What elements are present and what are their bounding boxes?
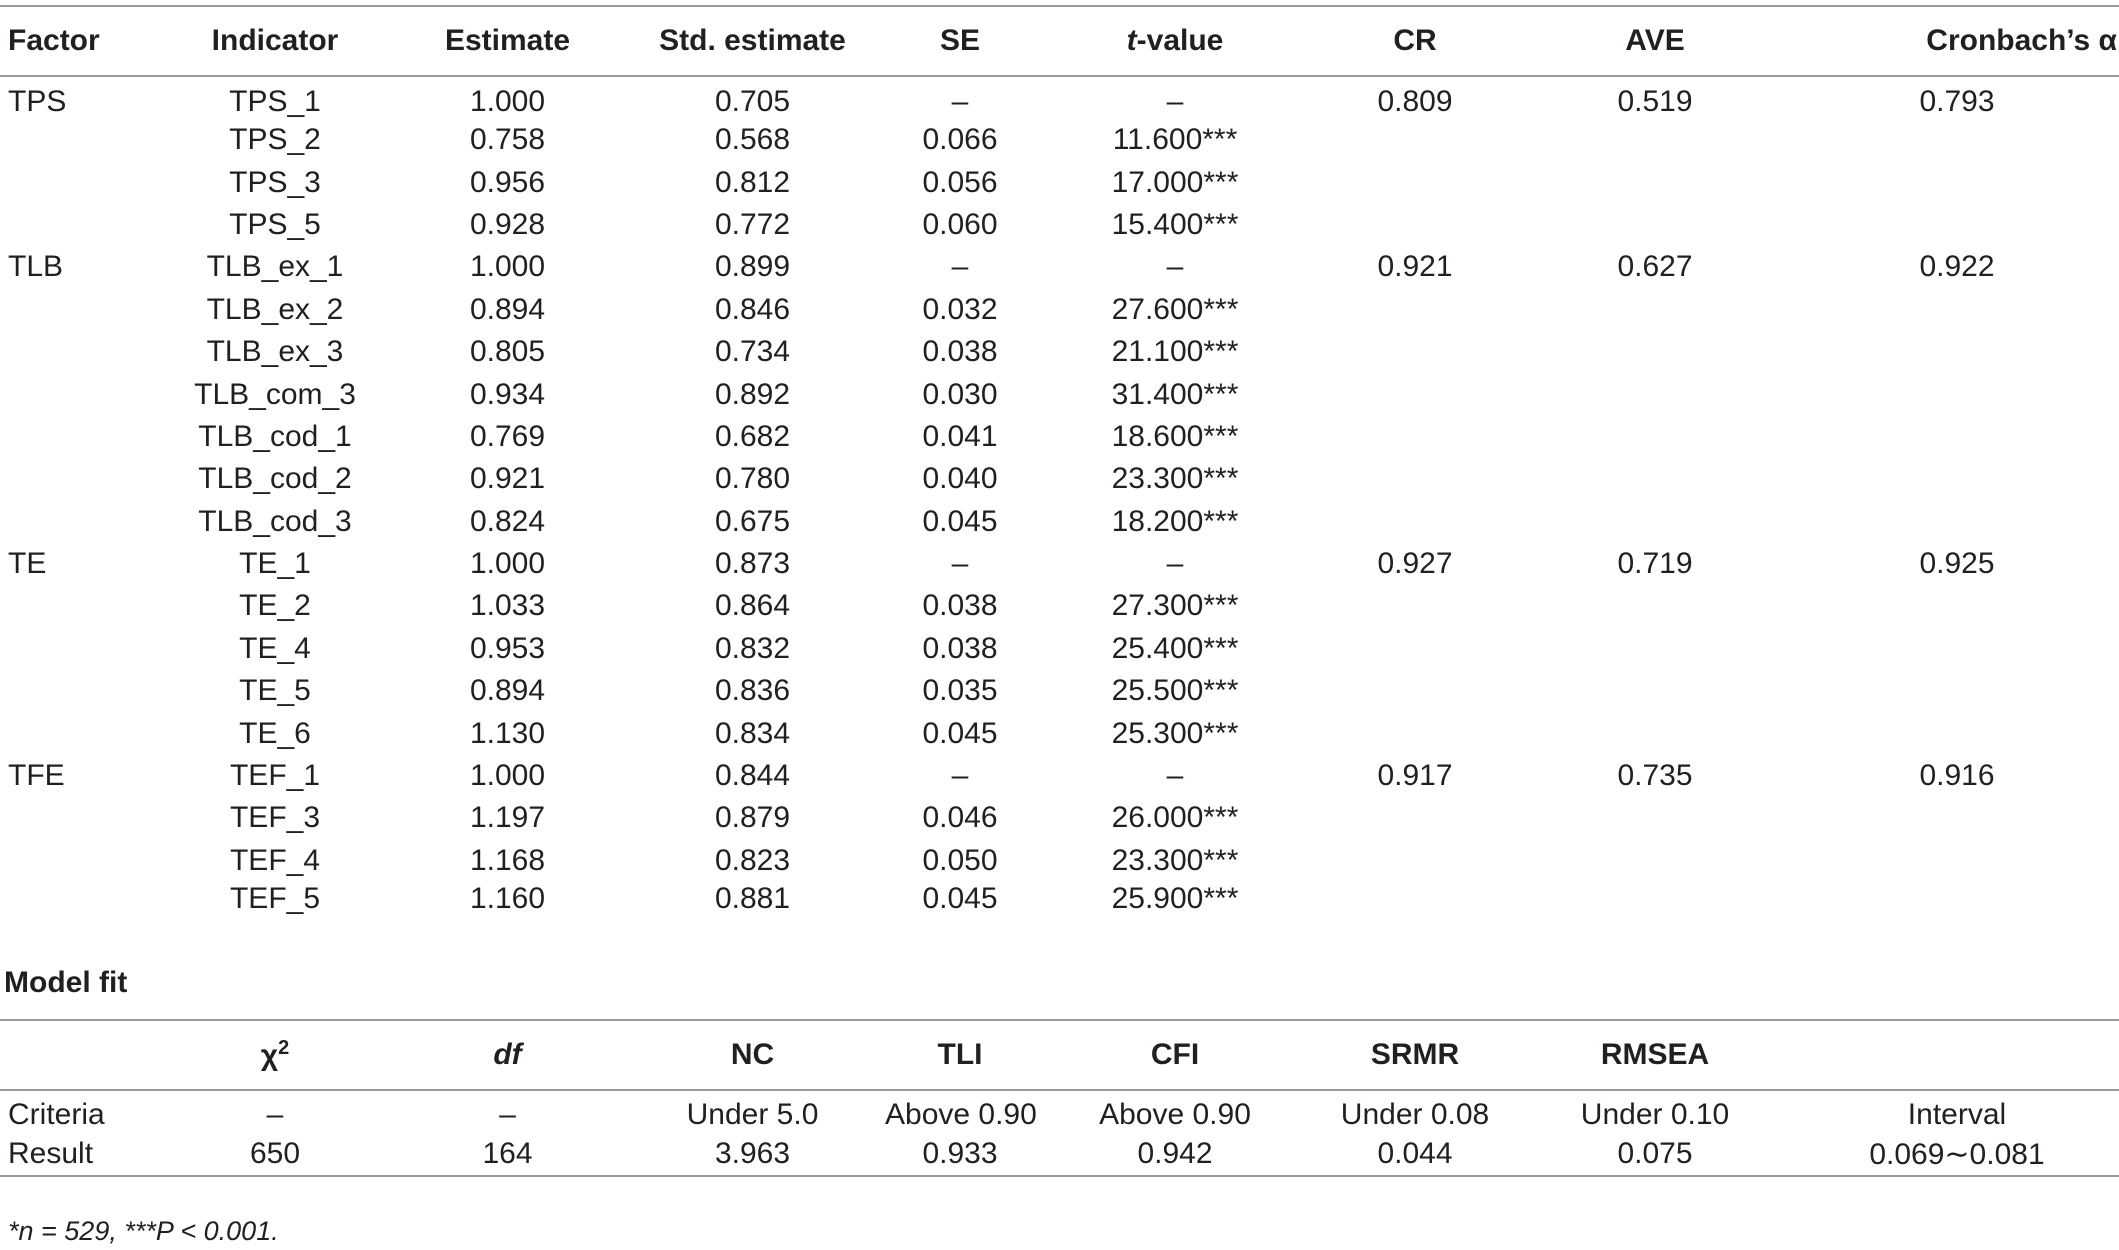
cell-se: 0.035 <box>922 674 998 708</box>
cell-std-estimate: 0.881 <box>714 882 791 916</box>
cell-ave <box>1515 119 1795 161</box>
cell-factor <box>0 161 155 203</box>
fit-cell-df: – <box>499 1098 516 1131</box>
table-row <box>0 204 2119 246</box>
cell-estimate: 0.934 <box>469 377 546 411</box>
cell-se: 0.045 <box>922 504 998 538</box>
cell-t-value: 25.400*** <box>1111 631 1239 665</box>
cell-factor: TLB <box>8 250 64 284</box>
cell-cr <box>1315 882 1515 924</box>
cell-ave <box>1515 458 1795 500</box>
cell-cr <box>1315 670 1515 712</box>
cell-cronbach: 0.925 <box>1919 547 1995 581</box>
header-cronbach: Cronbach’s α <box>1795 6 2119 76</box>
cell-indicator: TPS_3 <box>229 165 321 199</box>
fit-header-empty <box>0 1020 155 1090</box>
cell-t-value: 17.000*** <box>1111 165 1239 199</box>
cell-ave: 0.719 <box>1617 547 1693 581</box>
model-fit-row <box>0 1090 2119 1133</box>
fit-header-empty-end <box>1795 1020 2119 1090</box>
cell-std-estimate: 0.873 <box>714 547 791 581</box>
cell-std-estimate: 0.675 <box>714 504 791 538</box>
cell-indicator: TPS_1 <box>229 85 321 118</box>
table-row <box>0 712 2119 754</box>
cell-se: 0.038 <box>922 335 998 369</box>
fit-cell-tli: 0.933 <box>922 1137 998 1170</box>
table-row <box>0 585 2119 627</box>
model-fit-body <box>0 1090 2119 1176</box>
cell-std-estimate: 0.864 <box>714 589 791 623</box>
cell-ave <box>1515 161 1795 203</box>
header-se: SE <box>885 6 1035 76</box>
fit-cell-srmr: Under 0.08 <box>1340 1098 1490 1131</box>
cell-ave <box>1515 882 1795 924</box>
cell-ave: 0.735 <box>1617 759 1693 793</box>
cell-t-value: 25.500*** <box>1111 674 1239 708</box>
cell-std-estimate: 0.823 <box>714 843 791 877</box>
table-row <box>0 501 2119 543</box>
header-factor: Factor <box>0 6 155 76</box>
cell-se: 0.050 <box>922 843 998 877</box>
cell-factor <box>0 670 155 712</box>
cell-cronbach <box>1795 204 2119 246</box>
model-fit-header-row <box>0 1020 2119 1090</box>
cell-indicator: TPS_2 <box>229 123 321 157</box>
cell-factor <box>0 628 155 670</box>
cell-estimate: 0.953 <box>469 631 546 665</box>
cell-std-estimate: 0.834 <box>714 716 791 750</box>
cell-std-estimate: 0.892 <box>714 377 791 411</box>
cell-std-estimate: 0.812 <box>714 165 791 199</box>
cell-cr <box>1315 289 1515 331</box>
cell-ave <box>1515 670 1795 712</box>
table-row <box>0 543 2119 585</box>
cell-se: – <box>951 759 969 793</box>
table-row <box>0 119 2119 161</box>
cell-cr <box>1315 458 1515 500</box>
table-row <box>0 882 2119 924</box>
cell-factor: TPS <box>8 85 67 118</box>
cell-estimate: 1.000 <box>469 759 546 793</box>
cell-t-value: – <box>1166 759 1184 793</box>
cell-estimate: 0.894 <box>469 674 546 708</box>
fit-header-chi-square <box>155 1020 395 1090</box>
cell-indicator: TE_5 <box>239 674 311 708</box>
cell-se: – <box>951 85 969 118</box>
fit-header-df: df <box>395 1020 620 1090</box>
cell-std-estimate: 0.705 <box>714 85 791 118</box>
cell-t-value: 18.200*** <box>1111 504 1239 538</box>
cell-t-value: 27.600*** <box>1111 292 1239 326</box>
cell-ave <box>1515 501 1795 543</box>
table-row <box>0 416 2119 458</box>
cell-std-estimate: 0.682 <box>714 419 791 453</box>
cell-cronbach <box>1795 797 2119 839</box>
cell-ave <box>1515 712 1795 754</box>
cell-ave <box>1515 840 1795 882</box>
header-cr: CR <box>1315 6 1515 76</box>
table-row <box>0 755 2119 797</box>
cell-t-value: 23.300*** <box>1111 462 1239 496</box>
table-footnote: *n = 529, ***P < 0.001. <box>8 1216 279 1246</box>
cell-estimate: 1.000 <box>469 85 546 118</box>
cell-indicator: TE_4 <box>239 631 311 665</box>
cell-factor <box>0 585 155 627</box>
cell-t-value: 15.400*** <box>1111 207 1239 241</box>
cell-estimate: 0.769 <box>469 419 546 453</box>
table-row <box>0 289 2119 331</box>
cell-se: 0.045 <box>922 882 998 916</box>
cell-ave <box>1515 797 1795 839</box>
fit-cell-rmsea: Under 0.10 <box>1580 1098 1730 1131</box>
fit-header-nc: NC <box>620 1020 885 1090</box>
fit-cell-chi-square: – <box>266 1098 284 1131</box>
header-estimate: Estimate <box>395 6 620 76</box>
cell-estimate: 0.894 <box>469 292 546 326</box>
cell-cr <box>1315 585 1515 627</box>
cell-indicator: TEF_3 <box>229 801 321 835</box>
cell-t-value: 27.300*** <box>1111 589 1239 623</box>
cell-t-value: 25.300*** <box>1111 716 1239 750</box>
fit-cell-rmsea: 0.075 <box>1617 1137 1693 1170</box>
cell-cronbach <box>1795 712 2119 754</box>
header-t-value <box>1035 6 1315 76</box>
cell-cr <box>1315 501 1515 543</box>
cell-t-value: 31.400*** <box>1111 377 1239 411</box>
cell-estimate: 0.758 <box>469 123 546 157</box>
cell-t-value: 11.600*** <box>1112 123 1238 157</box>
cell-cronbach <box>1795 373 2119 415</box>
cell-factor <box>0 882 155 924</box>
table-row <box>0 76 2119 119</box>
cell-ave <box>1515 331 1795 373</box>
cell-se: 0.041 <box>922 419 998 453</box>
table-row <box>0 331 2119 373</box>
fit-cell-chi-square: 650 <box>249 1137 301 1170</box>
table-header-row <box>0 6 2119 76</box>
cell-cronbach <box>1795 882 2119 924</box>
cell-se: – <box>951 547 969 581</box>
cell-std-estimate: 0.780 <box>714 462 791 496</box>
cell-cronbach <box>1795 161 2119 203</box>
cell-indicator: TEF_1 <box>229 759 321 793</box>
cell-se: 0.056 <box>922 165 998 199</box>
cell-cr <box>1315 628 1515 670</box>
cell-ave <box>1515 204 1795 246</box>
cell-estimate: 1.000 <box>469 547 546 581</box>
cell-std-estimate: 0.899 <box>714 250 791 284</box>
fit-cell-df: 164 <box>482 1137 533 1170</box>
cell-cr <box>1315 416 1515 458</box>
cell-cr <box>1315 204 1515 246</box>
cell-cronbach: 0.793 <box>1919 85 1995 118</box>
cell-ave <box>1515 585 1795 627</box>
cell-factor <box>0 289 155 331</box>
cell-cronbach <box>1795 670 2119 712</box>
fit-header-cfi: CFI <box>1035 1020 1315 1090</box>
cell-indicator: TLB_cod_1 <box>198 419 352 453</box>
cell-cronbach <box>1795 119 2119 161</box>
fit-cell-nc: 3.963 <box>714 1137 791 1170</box>
fit-header-tli: TLI <box>885 1020 1035 1090</box>
cell-ave <box>1515 416 1795 458</box>
table-row <box>0 458 2119 500</box>
fit-cell-cfi: Above 0.90 <box>1099 1098 1251 1131</box>
header-ave: AVE <box>1515 6 1795 76</box>
cell-cr <box>1315 797 1515 839</box>
cell-cr <box>1315 161 1515 203</box>
header-t-value-italic: t <box>1126 24 1137 57</box>
cell-ave <box>1515 289 1795 331</box>
cell-factor: TE <box>8 547 47 581</box>
fit-header-chi-base: χ <box>260 1039 279 1072</box>
cell-t-value: 25.900*** <box>1111 882 1239 916</box>
cell-cronbach <box>1795 840 2119 882</box>
table-row <box>0 246 2119 288</box>
cell-indicator: TE_6 <box>239 716 311 750</box>
cell-indicator: TLB_com_3 <box>194 377 356 411</box>
cell-se: 0.032 <box>922 292 998 326</box>
cell-cronbach: 0.922 <box>1919 250 1995 284</box>
cell-estimate: 0.956 <box>469 165 546 199</box>
cell-factor <box>0 373 155 415</box>
cell-indicator: TLB_ex_2 <box>206 292 344 326</box>
cell-cronbach <box>1795 585 2119 627</box>
header-t-value-rest: -value <box>1136 24 1224 57</box>
cell-ave <box>1515 373 1795 415</box>
cell-cronbach: 0.916 <box>1919 759 1995 793</box>
cell-factor <box>0 204 155 246</box>
cell-se: 0.046 <box>922 801 998 835</box>
cell-factor: TFE <box>8 759 65 793</box>
cell-estimate: 1.197 <box>469 801 546 835</box>
cell-cronbach <box>1795 458 2119 500</box>
fit-cell-interval: 0.069∼0.081 <box>1869 1137 2045 1171</box>
table-row <box>0 373 2119 415</box>
fit-cell-tli: Above 0.90 <box>885 1098 1037 1131</box>
cell-cr <box>1315 840 1515 882</box>
cell-estimate: 1.000 <box>469 250 546 284</box>
cell-factor <box>0 416 155 458</box>
cell-t-value: – <box>1166 250 1184 284</box>
cell-cr: 0.809 <box>1377 85 1453 118</box>
fit-cell-cfi: 0.942 <box>1137 1137 1213 1170</box>
cell-factor <box>0 840 155 882</box>
cell-se: 0.060 <box>922 207 998 241</box>
cell-std-estimate: 0.844 <box>714 759 791 793</box>
model-fit-table <box>0 1019 2119 1177</box>
table-row <box>0 670 2119 712</box>
table-row <box>0 161 2119 203</box>
cell-estimate: 0.921 <box>469 462 546 496</box>
cell-cr <box>1315 119 1515 161</box>
fit-cell-label: Criteria <box>8 1098 105 1131</box>
cell-cronbach <box>1795 416 2119 458</box>
cell-std-estimate: 0.879 <box>714 801 791 835</box>
cell-se: – <box>951 250 969 284</box>
factor-loadings-table <box>0 5 2119 924</box>
cell-se: 0.030 <box>922 377 998 411</box>
cell-std-estimate: 0.734 <box>714 335 791 369</box>
table-row <box>0 797 2119 839</box>
header-std-estimate: Std. estimate <box>620 6 885 76</box>
cell-se: 0.040 <box>922 462 998 496</box>
cell-factor <box>0 331 155 373</box>
cell-factor <box>0 797 155 839</box>
cell-std-estimate: 0.846 <box>714 292 791 326</box>
cell-t-value: 18.600*** <box>1111 419 1239 453</box>
cell-std-estimate: 0.832 <box>714 631 791 665</box>
cell-indicator: TE_2 <box>239 589 311 623</box>
cell-cr: 0.917 <box>1377 759 1453 793</box>
cell-cronbach <box>1795 501 2119 543</box>
cell-std-estimate: 0.568 <box>714 123 791 157</box>
cell-cr: 0.927 <box>1377 547 1453 581</box>
cell-factor <box>0 458 155 500</box>
cell-indicator: TLB_cod_2 <box>198 462 352 496</box>
cell-estimate: 0.805 <box>469 335 546 369</box>
cell-se: 0.038 <box>922 589 998 623</box>
cell-ave: 0.627 <box>1617 250 1693 284</box>
cell-t-value: 26.000*** <box>1111 801 1239 835</box>
cell-cr: 0.921 <box>1377 250 1453 284</box>
cell-se: 0.038 <box>922 631 998 665</box>
cell-cronbach <box>1795 331 2119 373</box>
fit-header-rmsea: RMSEA <box>1515 1020 1795 1090</box>
cell-estimate: 1.160 <box>469 882 546 916</box>
fit-header-srmr: SRMR <box>1315 1020 1515 1090</box>
fit-header-chi-sup: 2 <box>278 1037 290 1059</box>
cell-estimate: 0.824 <box>469 504 546 538</box>
cell-ave <box>1515 628 1795 670</box>
cell-indicator: TLB_cod_3 <box>198 504 352 538</box>
cell-indicator: TPS_5 <box>229 207 321 241</box>
cell-indicator: TLB_ex_1 <box>206 250 344 284</box>
table-row <box>0 628 2119 670</box>
cell-t-value: – <box>1166 547 1184 581</box>
table-row <box>0 840 2119 882</box>
cell-factor <box>0 712 155 754</box>
cell-indicator: TEF_5 <box>229 882 321 916</box>
cell-factor <box>0 501 155 543</box>
cell-estimate: 1.130 <box>469 716 546 750</box>
model-fit-row <box>0 1133 2119 1176</box>
cell-estimate: 1.033 <box>469 589 546 623</box>
cell-estimate: 1.168 <box>469 843 546 877</box>
cell-estimate: 0.928 <box>469 207 546 241</box>
cell-cr <box>1315 331 1515 373</box>
cell-factor <box>0 119 155 161</box>
cell-cr <box>1315 712 1515 754</box>
cell-indicator: TE_1 <box>239 547 311 581</box>
table-body <box>0 76 2119 924</box>
cell-std-estimate: 0.836 <box>714 674 791 708</box>
cell-indicator: TEF_4 <box>229 843 321 877</box>
cell-cronbach <box>1795 628 2119 670</box>
fit-cell-interval: Interval <box>1907 1098 2007 1131</box>
fit-cell-srmr: 0.044 <box>1377 1137 1453 1170</box>
cell-t-value: 23.300*** <box>1111 843 1239 877</box>
cell-t-value: – <box>1166 85 1184 118</box>
cell-cronbach <box>1795 289 2119 331</box>
cell-indicator: TLB_ex_3 <box>206 335 344 369</box>
header-indicator: Indicator <box>155 6 395 76</box>
cell-std-estimate: 0.772 <box>714 207 791 241</box>
model-fit-title: Model fit <box>4 966 128 999</box>
cell-t-value: 21.100*** <box>1111 335 1239 369</box>
cell-se: 0.045 <box>922 716 998 750</box>
fit-cell-label: Result <box>8 1137 94 1170</box>
cell-cr <box>1315 373 1515 415</box>
cell-se: 0.066 <box>922 123 998 157</box>
cell-ave: 0.519 <box>1617 85 1693 118</box>
fit-cell-nc: Under 5.0 <box>686 1098 819 1131</box>
